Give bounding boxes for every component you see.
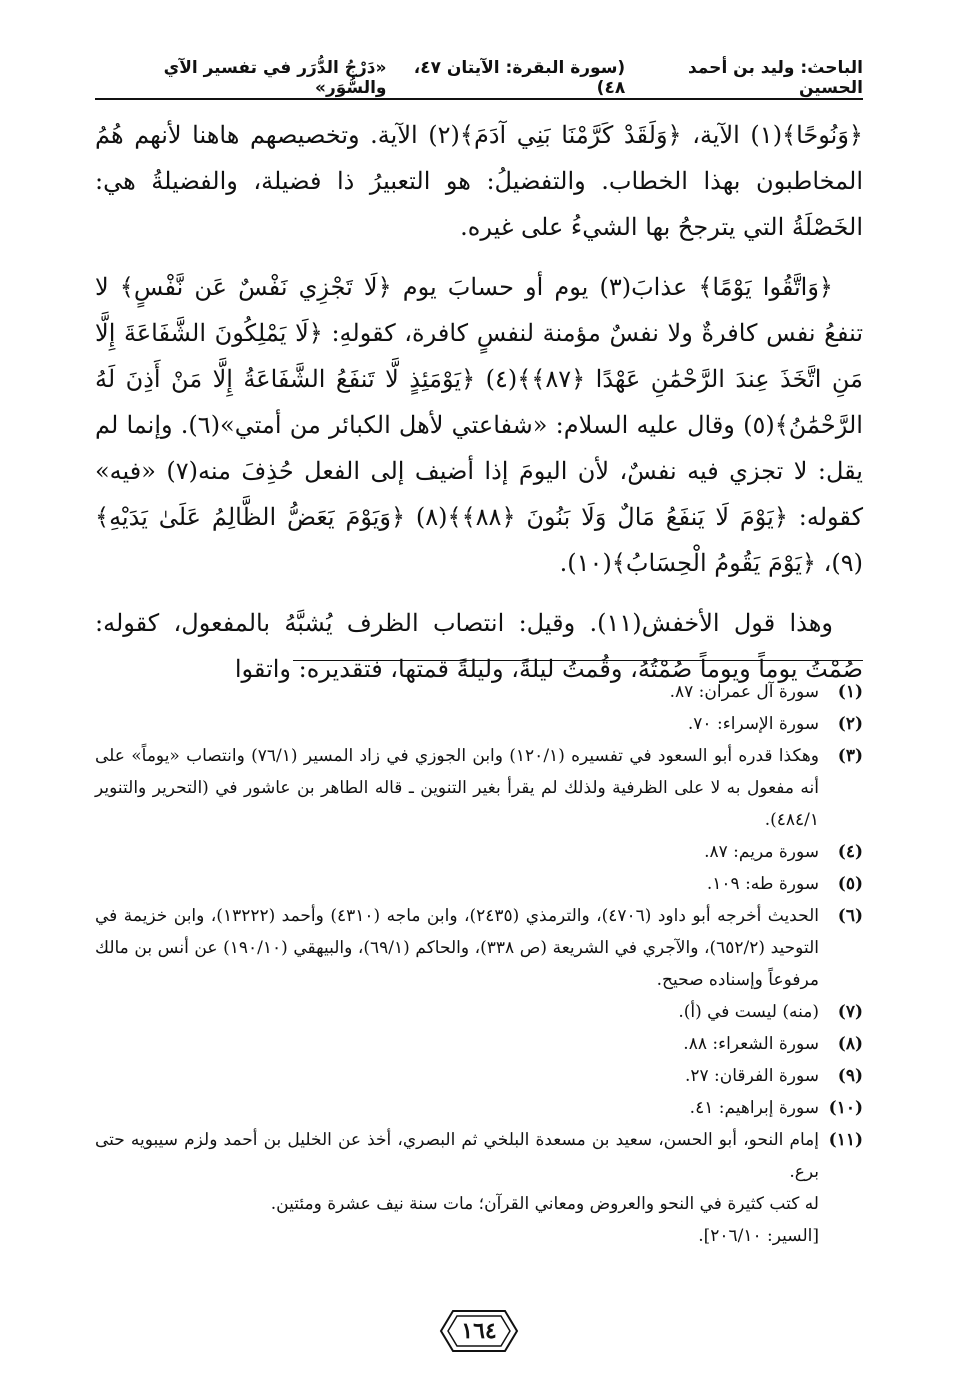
header-researcher: الباحث: وليد بن أحمد الحسين xyxy=(687,58,863,98)
footnote-text: (منه) ليست في (أ). xyxy=(678,1002,819,1022)
footnote-number: (١١) xyxy=(828,1130,863,1150)
footnote-number: (٩) xyxy=(837,1066,863,1086)
footnote-number: (٥) xyxy=(837,874,863,894)
footnote-number: (١٠) xyxy=(828,1098,863,1118)
footnote-item xyxy=(95,868,863,900)
footnote-text: سورة الشعراء: ٨٨. xyxy=(683,1034,819,1054)
footnote-item xyxy=(95,676,863,708)
footnote-item xyxy=(95,1092,863,1124)
footnote-item xyxy=(95,708,863,740)
footnote-divider xyxy=(293,660,863,661)
header-divider xyxy=(95,98,863,100)
footnote-text: سورة إبراهيم: ٤١. xyxy=(689,1098,819,1118)
footnote-text: سورة الإسراء: ٧٠. xyxy=(687,714,819,734)
footnote-number: (٢) xyxy=(837,714,863,734)
footnote-text: له كتب كثيرة في النحو والعروض ومعاني القرآن؛ مات سنة نيف عشرة ومئتين. xyxy=(270,1194,819,1214)
footnote-item xyxy=(95,740,863,836)
footnote-number: (٨) xyxy=(837,1034,863,1054)
header-book-title: «دَرْجُ الدُّرَر في تفسير الآي والسُّوَر» xyxy=(163,58,387,98)
footnote-item xyxy=(95,1060,863,1092)
main-text xyxy=(95,112,863,706)
footnote-text: الحديث أخرجه أبو داود (٤٧٠٦)، والترمذي (٢٤٣٥)، وابن ماجه (٤٣١٠) وأحمد (١٣٢٢٢)، وابن خزيمة في التوحيد (٦٥٢/٢)، والآجري في الشريعة (ص ٣٣٨)، والحاكم (٦٩/١)، والبيهقي (١٩٠/١٠) عن أنس بن مالك مرفوعاً وإسناده صحيح. xyxy=(95,906,819,990)
footnote-item xyxy=(95,996,863,1028)
running-header xyxy=(95,60,863,96)
footnote-text: إمام النحو، أبو الحسن، سعيد بن مسعدة البلخي ثم البصري، أخذ عن الخليل بن أحمد ولزم سيبويه حتى برع. xyxy=(95,1130,819,1182)
paragraph-3: وهذا قول الأخفش(١١). وقيل: انتصاب الظرف يُشبَّهُ بالمفعول، كقوله: صُمْتُ يوماً ويوماً صُمْتُهُ، وقُمتُ ليلةً، وليلةً قمتها، فتقديره: واتقوا xyxy=(95,609,863,683)
footnote-text: سورة الفرقان: ٢٧. xyxy=(684,1066,819,1086)
footnote-number: (١) xyxy=(837,682,863,702)
footnote-number: (٤) xyxy=(837,842,863,862)
paragraph-1: ﴿وَنُوحًا﴾(١) الآية، ﴿وَلَقَدْ كَرَّمْنَا بَنِي آدَمَ﴾(٢) الآية. وتخصيصهم هاهنا لأنهم هُمُ المخاطبون بهذا الخطاب. والتفضيلُ: هو التعبيرُ ذا فضيلة، والفضيلةُ هي: الخَصْلَةُ التي يترجحُ بها الشيءُ على غيره. xyxy=(95,121,863,241)
header-surah-reference: (سورة البقرة: الآيتان ٤٧، ٤٨) xyxy=(413,58,626,98)
footnotes xyxy=(95,676,863,1252)
footnote-text: وهكذا قدره أبو السعود في تفسيره (١٢٠/١) وابن الجوزي في زاد المسير (٧٦/١) وانتصاب «يوماً» على أنه مفعول به لا على الظرفية ولذلك لم يقرأ بغير التنوين ـ قاله الطاهر بن عاشور في (التحرير والتنوير ٤٨٤/١). xyxy=(95,746,820,830)
footnote-text: [السير: ٢٠٦/١٠]. xyxy=(698,1226,819,1246)
footnote-item xyxy=(95,1028,863,1060)
footnote-item xyxy=(95,836,863,868)
footnote-item xyxy=(95,900,863,996)
page-number-text: ١٦٤ xyxy=(461,1318,497,1344)
paragraph-2: ﴿وَاتَّقُوا يَوْمًا﴾ عذابَ(٣) يوم أو حسابَ يوم ﴿لَا تَجْزِي نَفْسٌ عَن نَّفْسٍ﴾ لا تنفعُ نفس كافرةٌ ولا نفسٌ مؤمنة لنفسٍ كافرة، كقولهِ: ﴿لَا يَمْلِكُونَ الشَّفَاعَةَ إِلَّا مَنِ اتَّخَذَ عِندَ الرَّحْمَٰنِ عَهْدًا ﴿٨٧﴾﴾(٤) ﴿يَوْمَئِذٍ لَّا تَنفَعُ الشَّفَاعَةُ إِلَّا مَنْ أَذِنَ لَهُ الرَّحْمَٰنُ﴾(٥) وقال عليه السلام: «شفاعتي لأهل الكبائر من أمتي»(٦). وإنما لم يقل: لا تجزي فيه نفسٌ، لأن اليومَ إذا أضيف إلى الفعل حُذِفَ منه(٧) «فيه» كقوله: ﴿يَوْمَ لَا يَنفَعُ مَالٌ وَلَا بَنُونَ ﴿٨٨﴾﴾(٨) ﴿وَيَوْمَ يَعَضُّ الظَّالِمُ عَلَىٰ يَدَيْهِ﴾(٩)، ﴿يَوْمَ يَقُومُ الْحِسَابُ﴾(١٠). xyxy=(95,273,864,577)
page-number xyxy=(439,1308,519,1354)
footnote-item xyxy=(95,1124,863,1252)
footnote-text: سورة آل عمران: ٨٧. xyxy=(669,682,819,702)
footnote-text: سورة مريم: ٨٧. xyxy=(704,842,819,862)
footnote-number: (٣) xyxy=(837,746,863,766)
footnote-number: (٦) xyxy=(837,906,863,926)
footnote-text: سورة طه: ١٠٩. xyxy=(706,874,819,894)
footnote-number: (٧) xyxy=(837,1002,863,1022)
